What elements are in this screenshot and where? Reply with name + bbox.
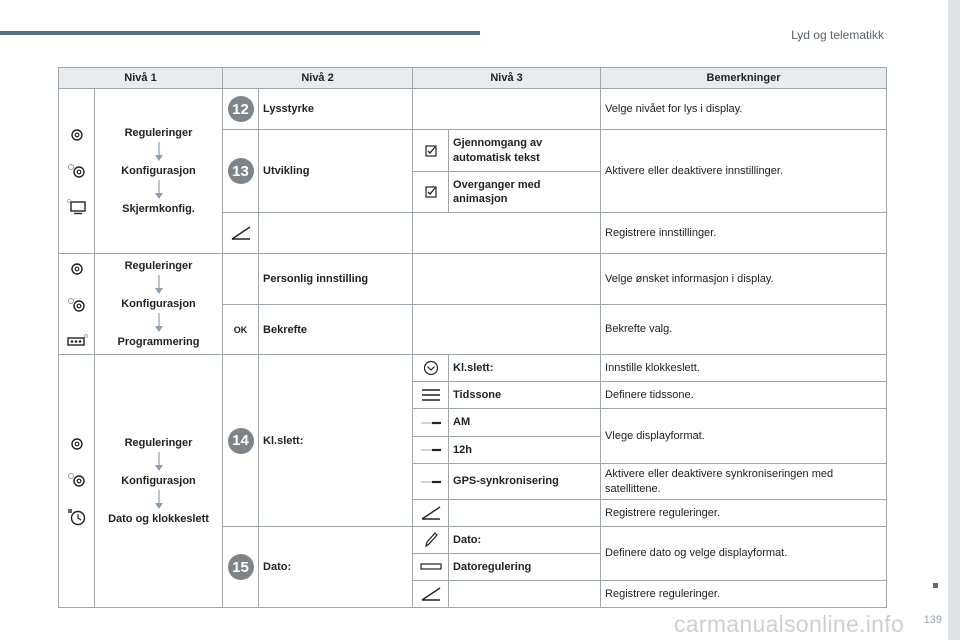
note-define-date: Definere dato og velge displayformat.: [601, 527, 887, 581]
level1-date-time: Dato og klokkeslett: [108, 513, 209, 526]
table-row: [59, 254, 887, 305]
level1-settings: Reguleringer: [124, 436, 193, 449]
level1-programming: Programmering: [117, 336, 200, 349]
list-menu-icon[interactable]: [421, 387, 441, 403]
note-set-time: Innstille klokkeslett.: [601, 355, 887, 382]
level2-date: Dato:: [259, 527, 413, 608]
column-header-notes: Bemerkninger: [601, 68, 887, 89]
down-arrow-icon: [155, 490, 163, 510]
level1-configuration: Konfigurasjon: [121, 297, 196, 310]
section-title: Lyd og telematikk: [791, 28, 884, 42]
checkbox-cell: [413, 172, 449, 213]
group3-level1: [95, 355, 223, 608]
down-arrow-icon: [155, 275, 163, 295]
level1-settings: Reguleringer: [124, 126, 193, 139]
note-confirm-choice: Bekrefte valg.: [601, 305, 887, 355]
icon-cell: [413, 554, 449, 581]
chevron-circle-icon[interactable]: [423, 360, 439, 376]
level3-date-adjust: Datoregulering: [449, 554, 601, 581]
icon-cell: [413, 409, 449, 437]
confirm-arrow-icon[interactable]: [420, 505, 442, 521]
side-band: [948, 0, 960, 640]
top-accent-bar: [0, 31, 480, 35]
empty-level3: [413, 305, 601, 355]
note-choose-info: Velge ønsket informasjon i display.: [601, 254, 887, 305]
confirm-arrow-icon[interactable]: [420, 586, 442, 602]
icon-cell: [413, 355, 449, 382]
badge-cell: [223, 130, 259, 213]
empty-level3: [413, 89, 601, 130]
badge-cell: [223, 355, 259, 527]
empty-level2: [259, 213, 413, 254]
column-header-level2: Nivå 2: [223, 68, 413, 89]
watermark: carmanualsonline.info: [674, 611, 905, 637]
input-field-icon[interactable]: [420, 563, 442, 571]
step-badge: 14: [228, 428, 254, 454]
clock-icon: [67, 508, 87, 526]
level3-date: Dato:: [449, 527, 601, 554]
level3-auto-text: Gjennomgang av automatisk tekst: [449, 130, 601, 172]
toggle-switch-icon[interactable]: [420, 446, 442, 454]
level1-configuration: Konfigurasjon: [121, 474, 196, 487]
settings-gear-icon: [69, 127, 85, 143]
empty-badge-cell: [223, 254, 259, 305]
toggle-switch-icon[interactable]: [420, 478, 442, 486]
level2-brightness: Lysstyrke: [259, 89, 413, 130]
icon-cell: [413, 382, 449, 409]
ok-cell: [223, 305, 259, 355]
ok-button[interactable]: OK: [233, 324, 248, 335]
icon-cell: [413, 437, 449, 464]
table-row: [59, 89, 887, 130]
group2-level1: [95, 254, 223, 355]
settings-gear-icon: [69, 261, 85, 277]
column-header-level1: Nivå 1: [59, 68, 223, 89]
level3-time: Kl.slett:: [449, 355, 601, 382]
icon-cell: [413, 581, 449, 608]
group2-icons: [59, 254, 95, 355]
level2-personal-setting: Personlig innstilling: [259, 254, 413, 305]
icon-cell: [413, 500, 449, 527]
note-brightness: Velge nivået for lys i display.: [601, 89, 887, 130]
down-arrow-icon: [155, 313, 163, 333]
continuation-marker: [933, 583, 938, 588]
level2-time: Kl.slett:: [259, 355, 413, 527]
configuration-gear-icon: [67, 163, 87, 179]
down-arrow-icon: [155, 452, 163, 472]
checkbox-checked-icon[interactable]: [425, 186, 437, 198]
step-badge: 12: [228, 96, 254, 122]
level2-confirm: Bekrefte: [259, 305, 413, 355]
group3-icons: [59, 355, 95, 608]
level3-am: AM: [449, 409, 601, 437]
icon-cell: [413, 464, 449, 500]
icon-cell: [413, 527, 449, 554]
screen-icon: [67, 199, 87, 215]
settings-gear-icon: [69, 436, 85, 452]
empty-level3: [449, 581, 601, 608]
level2-development: Utvikling: [259, 130, 413, 213]
column-header-level3: Nivå 3: [413, 68, 601, 89]
level1-screen-config: Skjermkonfig.: [122, 203, 195, 216]
level1-configuration: Konfigurasjon: [121, 164, 196, 177]
toggle-switch-icon[interactable]: [420, 419, 442, 427]
table-header-row: [59, 68, 887, 89]
confirm-arrow-icon[interactable]: [230, 225, 252, 241]
level3-timezone: Tidssone: [449, 382, 601, 409]
configuration-gear-icon: [67, 472, 87, 488]
table-row: [59, 355, 887, 382]
note-display-format: Vlege displayformat.: [601, 409, 887, 464]
note-save-time: Registrere reguleringer.: [601, 500, 887, 527]
down-arrow-icon: [155, 180, 163, 200]
note-save-settings: Registrere innstillinger.: [601, 213, 887, 254]
empty-level3: [413, 254, 601, 305]
pencil-icon[interactable]: [423, 531, 439, 549]
step-badge: 13: [228, 158, 254, 184]
checkbox-checked-icon[interactable]: [425, 145, 437, 157]
settings-table: [58, 67, 887, 608]
note-timezone: Definere tidssone.: [601, 382, 887, 409]
badge-cell: [223, 527, 259, 608]
group1-icons: [59, 89, 95, 254]
programming-icon: [66, 333, 88, 347]
level3-12h: 12h: [449, 437, 601, 464]
level3-animation: Overganger med animasjon: [449, 172, 601, 213]
configuration-gear-icon: [67, 297, 87, 313]
group1-level1: [95, 89, 223, 254]
note-save-date: Registrere reguleringer.: [601, 581, 887, 608]
page-number: 139: [923, 614, 942, 626]
step-badge: 15: [228, 554, 254, 580]
level3-gps-sync: GPS-synkronisering: [449, 464, 601, 500]
empty-level3: [413, 213, 601, 254]
note-toggle-settings: Aktivere eller deaktivere innstillinger.: [601, 130, 887, 213]
level1-settings: Reguleringer: [124, 259, 193, 272]
badge-cell: [223, 89, 259, 130]
confirm-cell: [223, 213, 259, 254]
note-gps-sync: Aktivere eller deaktivere synkroniseringen med satellittene.: [601, 464, 887, 500]
empty-level3: [449, 500, 601, 527]
down-arrow-icon: [155, 142, 163, 162]
checkbox-cell: [413, 130, 449, 172]
